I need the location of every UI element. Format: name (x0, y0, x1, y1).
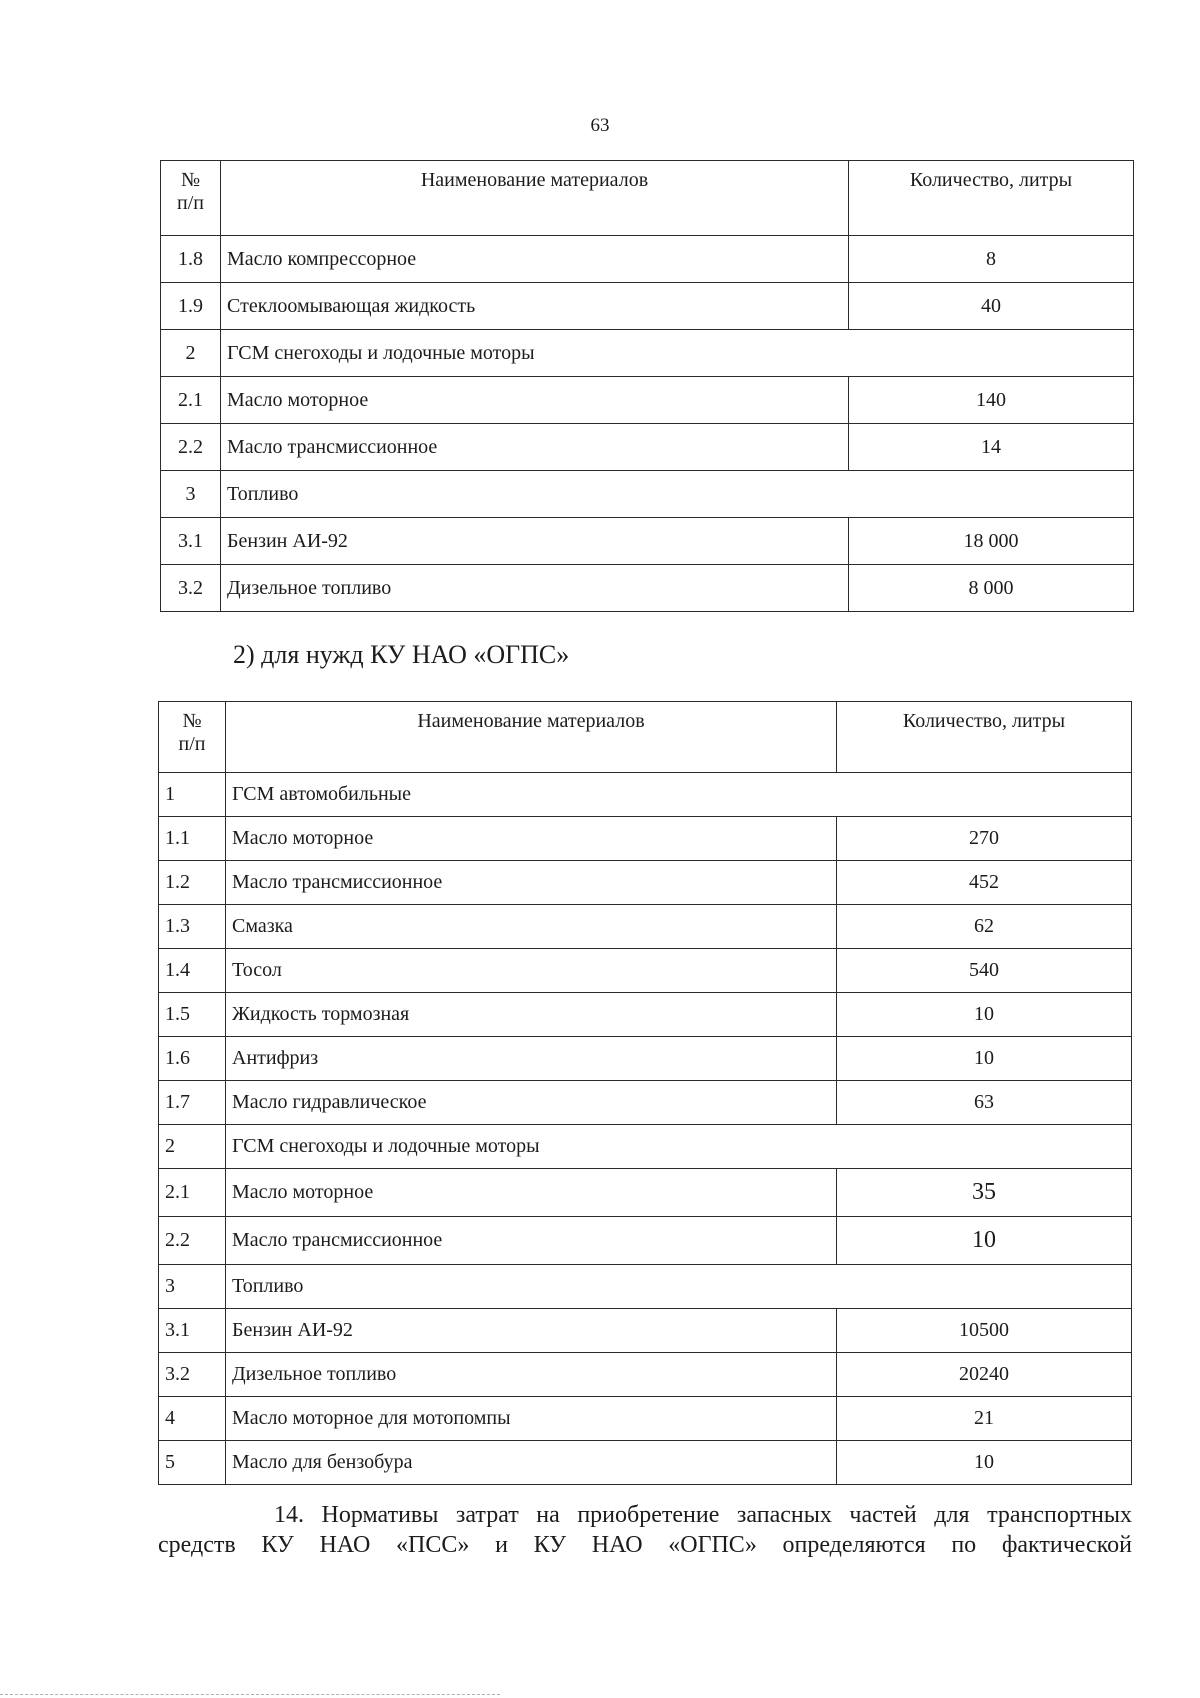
row-name: Масло гидравлическое (226, 1081, 837, 1125)
row-name: Бензин АИ-92 (221, 518, 849, 565)
row-number: 1.7 (159, 1081, 226, 1125)
row-number: 1.3 (159, 905, 226, 949)
row-name: Тосол (226, 949, 837, 993)
row-quantity: 10 (837, 1441, 1132, 1485)
table-row (161, 236, 1134, 283)
section-row (159, 1125, 1132, 1169)
row-name: Жидкость тормозная (226, 993, 837, 1037)
row-name: Масло моторное (226, 817, 837, 861)
page-number: 63 (590, 115, 610, 136)
row-name: Масло трансмиссионное (226, 1217, 837, 1265)
row-number: 1.9 (161, 283, 221, 330)
row-name: Масло компрессорное (221, 236, 849, 283)
row-name: Дизельное топливо (226, 1353, 837, 1397)
row-number: 1.4 (159, 949, 226, 993)
table-row (161, 283, 1134, 330)
section-name: Топливо (221, 471, 1134, 518)
body-paragraph (158, 1500, 1132, 1560)
row-name: Стеклоомывающая жидкость (221, 283, 849, 330)
row-quantity: 10 (837, 993, 1132, 1037)
row-name: Бензин АИ-92 (226, 1309, 837, 1353)
table-row (159, 1169, 1132, 1217)
header-quantity: Количество, литры (837, 702, 1132, 773)
row-quantity: 270 (837, 817, 1132, 861)
row-name: Масло трансмиссионное (221, 424, 849, 471)
row-quantity: 21 (837, 1397, 1132, 1441)
row-number: 3 (159, 1265, 226, 1309)
table-row (159, 1397, 1132, 1441)
row-quantity: 18 000 (849, 518, 1134, 565)
row-name: Масло для бензобура (226, 1441, 837, 1485)
section-row (161, 471, 1134, 518)
table-row (161, 518, 1134, 565)
row-quantity: 63 (837, 1081, 1132, 1125)
materials-table-pss (160, 160, 1134, 612)
table-row (159, 1441, 1132, 1485)
row-quantity: 62 (837, 905, 1132, 949)
footer-divider (0, 1694, 500, 1695)
table-row (159, 861, 1132, 905)
row-quantity: 8 (849, 236, 1134, 283)
row-number: 5 (159, 1441, 226, 1485)
row-quantity: 10 (837, 1037, 1132, 1081)
section-name: ГСМ снегоходы и лодочные моторы (226, 1125, 1132, 1169)
paragraph-line: 14. Нормативы затрат на приобретение запасных частей для транспортных (274, 1502, 1132, 1528)
row-quantity: 40 (849, 283, 1134, 330)
section-name: ГСМ снегоходы и лодочные моторы (221, 330, 1134, 377)
row-name: Масло моторное для мотопомпы (226, 1397, 837, 1441)
row-number: 2.2 (161, 424, 221, 471)
table-header-row (159, 702, 1132, 773)
header-number: № п/п (161, 161, 221, 236)
row-number: 3 (161, 471, 221, 518)
row-number: 1.2 (159, 861, 226, 905)
row-number: 1.5 (159, 993, 226, 1037)
header-number: № п/п (159, 702, 226, 773)
section-row (159, 773, 1132, 817)
row-quantity: 540 (837, 949, 1132, 993)
row-number: 3.1 (159, 1309, 226, 1353)
row-number: 2.2 (159, 1217, 226, 1265)
row-quantity: 20240 (837, 1353, 1132, 1397)
table-row (159, 1353, 1132, 1397)
row-number: 3.2 (159, 1353, 226, 1397)
materials-table-ogps (158, 701, 1132, 1485)
row-number: 1 (159, 773, 226, 817)
header-name: Наименование материалов (221, 161, 849, 236)
table-row (159, 817, 1132, 861)
header-quantity: Количество, литры (849, 161, 1134, 236)
row-number: 2.1 (161, 377, 221, 424)
table-row (161, 565, 1134, 612)
row-number: 3.2 (161, 565, 221, 612)
row-name: Антифриз (226, 1037, 837, 1081)
table-row (159, 905, 1132, 949)
paragraph-line: средств КУ НАО «ПСС» и КУ НАО «ОГПС» определяются по фактической (158, 1532, 1132, 1558)
row-quantity: 8 000 (849, 565, 1134, 612)
row-name: Смазка (226, 905, 837, 949)
section-name: Топливо (226, 1265, 1132, 1309)
row-quantity: 140 (849, 377, 1134, 424)
row-quantity: 35 (837, 1169, 1132, 1217)
row-name: Масло моторное (226, 1169, 837, 1217)
header-name: Наименование материалов (226, 702, 837, 773)
section-row (159, 1265, 1132, 1309)
table-row (161, 424, 1134, 471)
table-row (159, 993, 1132, 1037)
row-name: Масло трансмиссионное (226, 861, 837, 905)
row-number: 1.6 (159, 1037, 226, 1081)
row-name: Масло моторное (221, 377, 849, 424)
row-number: 4 (159, 1397, 226, 1441)
section-row (161, 330, 1134, 377)
table-row (159, 1037, 1132, 1081)
table-row (159, 1081, 1132, 1125)
row-quantity: 452 (837, 861, 1132, 905)
section-subtitle: 2) для нужд КУ НАО «ОГПС» (233, 640, 570, 669)
row-number: 2.1 (159, 1169, 226, 1217)
row-number: 1.8 (161, 236, 221, 283)
table-row (159, 1217, 1132, 1265)
row-number: 2 (159, 1125, 226, 1169)
table-header-row (161, 161, 1134, 236)
row-number: 1.1 (159, 817, 226, 861)
row-number: 3.1 (161, 518, 221, 565)
table-row (161, 377, 1134, 424)
section-name: ГСМ автомобильные (226, 773, 1132, 817)
row-quantity: 14 (849, 424, 1134, 471)
table-row (159, 949, 1132, 993)
row-quantity: 10500 (837, 1309, 1132, 1353)
row-quantity: 10 (837, 1217, 1132, 1265)
row-number: 2 (161, 330, 221, 377)
row-name: Дизельное топливо (221, 565, 849, 612)
table-row (159, 1309, 1132, 1353)
